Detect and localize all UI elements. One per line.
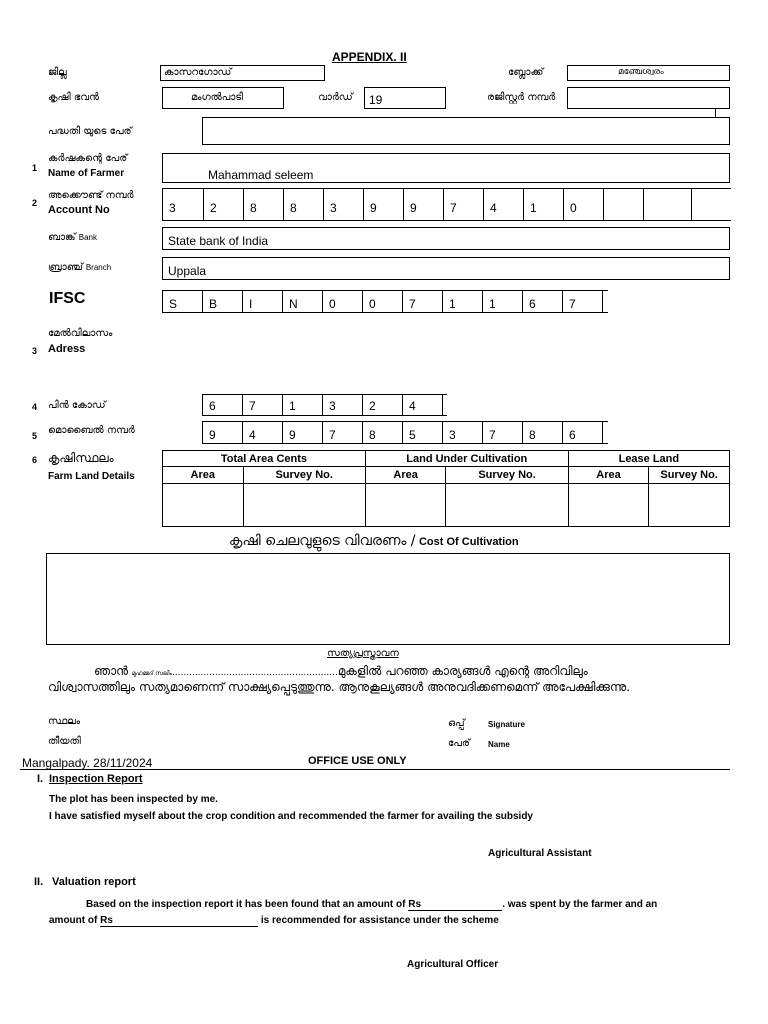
account-digit: 8: [284, 189, 324, 220]
valuation-title: Valuation report: [52, 876, 136, 888]
scheme-field[interactable]: [202, 117, 730, 145]
ifsc-char: 7: [403, 291, 443, 312]
account-digit: 8: [244, 189, 284, 220]
ward-label: വാർഡ്: [318, 92, 353, 103]
declaration-line-2: വിശ്വാസത്തിലും സത്യമാണെന്ന് സാക്ഷ്യപ്പെടുത്തുന്നു. ആനുകൂല്യങ്ങൾ അനുവദിക്കണമെന്ന് അപേക്ഷിക്കുന്നു.: [48, 680, 631, 694]
branch-value: Uppala: [168, 264, 207, 278]
inspection-line-1: The plot has been inspected by me.: [49, 794, 218, 805]
table-row: [163, 484, 730, 527]
district-label: ജില്ല: [48, 67, 67, 78]
account-digit: 3: [163, 189, 204, 220]
page-title: APPENDIX. II: [332, 50, 407, 64]
bank-field[interactable]: [162, 227, 730, 250]
bank-label-ml: ബാങ്ക്: [48, 232, 76, 243]
register-field[interactable]: [567, 87, 730, 109]
valuation-text-c: amount of: [49, 915, 101, 926]
register-tick: [715, 109, 716, 117]
account-number-cells[interactable]: [162, 188, 731, 221]
mobile-digit: 8: [523, 422, 563, 443]
table-cell[interactable]: [568, 484, 649, 527]
mobile-digit: 4: [243, 422, 283, 443]
mobile-cells[interactable]: [202, 421, 608, 444]
pincode-digit: 4: [403, 395, 443, 415]
block-label: ബ്ലോക്ക്: [508, 67, 544, 78]
bank-label-en: Bank: [78, 233, 97, 242]
declaration-dots: ..........................................................: [171, 668, 338, 678]
ifsc-cells[interactable]: [162, 290, 608, 313]
ifsc-char: S: [163, 291, 203, 312]
item-number-4: 4: [32, 402, 38, 412]
table-cell[interactable]: [365, 484, 446, 527]
district-field[interactable]: [160, 65, 325, 81]
inspection-title: Inspection Report: [49, 773, 143, 785]
mobile-digit: 7: [483, 422, 523, 443]
agricultural-officer: Agricultural Officer: [407, 959, 499, 970]
account-digit: 4: [484, 189, 524, 220]
pincode-cells[interactable]: [202, 394, 447, 416]
branch-label-ml: ബ്രാഞ്ച്: [48, 262, 83, 273]
office-divider: [20, 769, 730, 770]
pincode-digit: 1: [283, 395, 323, 415]
pincode-digit: 3: [323, 395, 363, 415]
valuation-number: II.: [34, 876, 44, 888]
account-digit: [644, 189, 692, 220]
valuation-text-d: is recommended for assistance under the scheme: [258, 915, 499, 926]
mobile-digit: 9: [283, 422, 323, 443]
name-label-ml: പേര്: [448, 738, 470, 749]
cost-of-cultivation-box[interactable]: [46, 553, 730, 645]
ifsc-label: IFSC: [49, 290, 86, 307]
signature-label-ml: ഒപ്പ്: [448, 718, 465, 729]
table-subheader: Area: [163, 467, 244, 484]
ifsc-char: 0: [323, 291, 363, 312]
ifsc-char: 6: [523, 291, 563, 312]
account-label-en: Account No: [48, 204, 110, 216]
declaration-line-1: [94, 664, 588, 679]
account-digit: 2: [204, 189, 244, 220]
mobile-digit: 9: [203, 422, 243, 443]
table-subheader: Survey No.: [243, 467, 365, 484]
table-subheader: Area: [568, 467, 649, 484]
amount-recommended-field[interactable]: [100, 915, 258, 927]
table-cell[interactable]: [649, 484, 730, 527]
farm-land-table: [162, 450, 730, 527]
item-number-1: 1: [32, 163, 38, 173]
bank-value: State bank of India: [168, 234, 269, 248]
table-group-header: Land Under Cultivation: [365, 451, 568, 467]
table-subheader: Survey No.: [649, 467, 730, 484]
place-date-value: Mangalpady. 28/11/2024: [22, 756, 153, 770]
block-value: മഞ്ചേശ്വരം: [618, 67, 664, 77]
mobile-digit: 5: [403, 422, 443, 443]
farmer-label-en: Name of Farmer: [48, 168, 125, 179]
declaration-suffix: മുകളിൽ പറഞ്ഞ കാര്യങ്ങൾ എന്റെ അറിവിലും: [337, 664, 588, 678]
pincode-digit: 7: [243, 395, 283, 415]
inspection-line-2: I have satisfied myself about the crop condition and recommended the farmer for availing the subsidy: [49, 811, 533, 822]
krishibhavan-value: മംഗൽപാടി: [191, 92, 243, 103]
bank-label: [48, 232, 97, 243]
farmer-name-field[interactable]: [162, 153, 730, 183]
mobile-digit: 3: [443, 422, 483, 443]
place-label: സ്ഥലം: [48, 716, 81, 727]
inspection-number: I.: [37, 773, 44, 785]
declaration-name: മുഹമ്മദ് സലീം: [131, 670, 172, 677]
account-digit: 0: [564, 189, 604, 220]
table-cell[interactable]: [446, 484, 568, 527]
ward-value: 19: [369, 93, 383, 107]
table-subheader: Area: [365, 467, 446, 484]
ward-field[interactable]: [364, 87, 446, 109]
table-cell[interactable]: [243, 484, 365, 527]
account-digit: 3: [324, 189, 364, 220]
krishibhavan-field[interactable]: [162, 87, 284, 109]
register-label: രജിസ്റ്റർ നമ്പർ: [487, 92, 556, 103]
account-digit: 9: [364, 189, 404, 220]
date-label: തീയതി: [48, 736, 81, 747]
valuation-line-2: [49, 915, 499, 927]
item-number-6: 6: [32, 455, 38, 465]
mobile-digit: 7: [323, 422, 363, 443]
ifsc-char: B: [203, 291, 243, 312]
farmer-name-value: Mahammad seleem: [208, 168, 314, 182]
agricultural-assistant: Agricultural Assistant: [488, 848, 592, 859]
rs-label: Rs: [100, 915, 113, 926]
branch-label-en: Branch: [85, 263, 112, 272]
branch-label: [48, 262, 111, 273]
name-label-en: Name: [488, 740, 510, 749]
item-number-5: 5: [32, 431, 38, 441]
ifsc-char: N: [283, 291, 323, 312]
valuation-text-b: . was spent by the farmer and an: [502, 899, 658, 910]
cost-heading-ml: കൃഷി ചെലവുളുടെ വിവരണം /: [229, 533, 416, 549]
krishibhavan-label: കൃഷി ഭവൻ: [48, 92, 99, 103]
signature-label-en: Signature: [488, 720, 525, 729]
farmland-label-en: Farm Land Details: [48, 471, 135, 482]
pincode-digit: 6: [203, 395, 243, 415]
table-group-header: Total Area Cents: [163, 451, 366, 467]
amount-spent-field[interactable]: [408, 899, 502, 911]
item-number-3: 3: [32, 346, 38, 356]
rs-label: Rs: [408, 899, 422, 910]
mobile-label: മൊബൈൽ നമ്പർ: [48, 425, 135, 436]
table-cell[interactable]: [163, 484, 244, 527]
declaration-title: സത്യപ്രസ്താവന: [327, 648, 399, 659]
branch-field[interactable]: [162, 257, 730, 280]
block-field[interactable]: [567, 65, 730, 81]
farmland-label-ml: കൃഷിസ്ഥലം: [48, 451, 114, 465]
cost-heading: [229, 533, 519, 549]
account-digit: [604, 189, 644, 220]
pincode-digit: 2: [363, 395, 403, 415]
ifsc-char: 0: [363, 291, 403, 312]
office-use-heading: OFFICE USE ONLY: [308, 755, 407, 767]
ifsc-char: 1: [483, 291, 523, 312]
ifsc-char: 1: [443, 291, 483, 312]
account-digit: 1: [524, 189, 564, 220]
valuation-line-1: [86, 899, 657, 911]
mobile-digit: 6: [563, 422, 603, 443]
address-label-en: Adress: [48, 343, 86, 355]
account-digit: 7: [444, 189, 484, 220]
address-label-ml: മേൽവിലാസം: [48, 328, 113, 339]
scheme-label: പദ്ധതി യുടെ പേര്: [48, 126, 132, 137]
cost-heading-en: Cost Of Cultivation: [418, 536, 519, 548]
account-label-ml: അക്കൌണ്ട് നമ്പർ: [48, 190, 134, 201]
table-subheader: Survey No.: [446, 467, 568, 484]
table-group-header: Lease Land: [568, 451, 729, 467]
declaration-prefix: ഞാൻ: [94, 664, 132, 678]
pincode-label: പിൻ കോഡ്: [48, 400, 106, 411]
ifsc-char: 7: [563, 291, 603, 312]
item-number-2: 2: [32, 198, 38, 208]
farmer-label-ml: കർഷകന്റെ പേര്: [48, 153, 128, 164]
district-value: കാസറഗോഡ്: [164, 67, 232, 78]
ifsc-char: I: [243, 291, 283, 312]
mobile-digit: 8: [363, 422, 403, 443]
account-digit: 9: [404, 189, 444, 220]
valuation-text-a: Based on the inspection report it has been found that an amount of: [86, 899, 409, 910]
